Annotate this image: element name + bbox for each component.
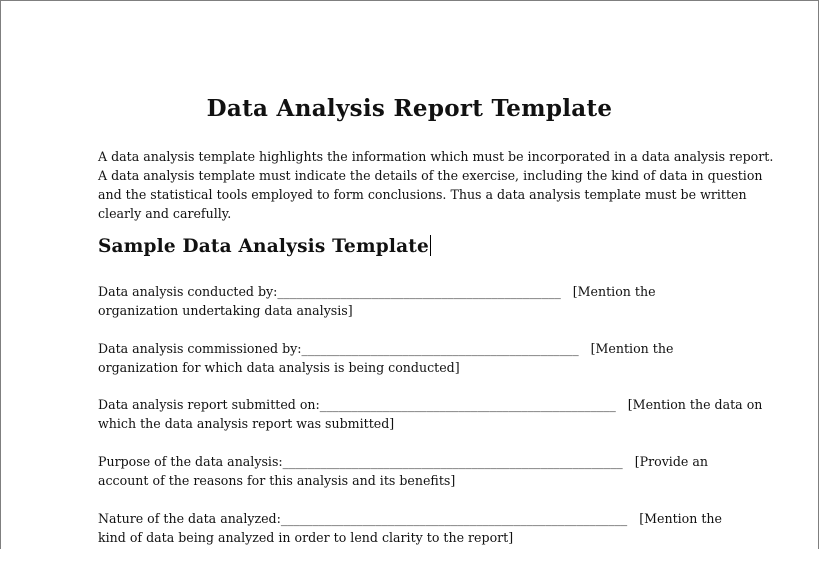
intro-line: and the statistical tools employed to form conclusions. Thus a data analysis template must be written xyxy=(98,187,747,202)
field-hint-continued: account of the reasons for this analysis and its benefits] xyxy=(98,473,456,488)
field-hint: [Mention the xyxy=(639,511,722,526)
section-heading-text: Sample Data Analysis Template xyxy=(98,236,430,257)
text-cursor xyxy=(430,235,431,256)
field-submitted-on[interactable] xyxy=(98,395,763,433)
field-blank[interactable]: _______________________________________________________ xyxy=(280,511,628,526)
field-label: Data analysis report submitted on: xyxy=(98,397,320,412)
document-title: Data Analysis Report Template xyxy=(206,95,613,122)
field-blank[interactable]: ______________________________________________________ xyxy=(282,454,623,469)
field-commissioned-by[interactable] xyxy=(98,339,758,377)
intro-paragraph xyxy=(98,147,774,223)
field-blank[interactable]: ____________________________________________ xyxy=(301,341,579,356)
field-label: Nature of the data analyzed: xyxy=(98,511,281,526)
field-hint-continued: which the data analysis report was submitted] xyxy=(98,416,395,431)
field-hint: [Mention the xyxy=(590,341,674,356)
field-hint: [Provide an xyxy=(634,454,708,469)
field-conducted-by[interactable] xyxy=(98,282,758,320)
intro-line: A data analysis template must indicate the details of the exercise, including the kind of data in question xyxy=(98,168,763,183)
field-purpose[interactable] xyxy=(98,452,758,490)
field-label: Data analysis conducted by: xyxy=(98,284,278,299)
field-hint-continued: organization for which data analysis is being conducted] xyxy=(98,360,460,375)
field-label: Purpose of the data analysis: xyxy=(98,454,283,469)
field-blank[interactable]: _______________________________________________ xyxy=(319,397,616,412)
section-heading[interactable] xyxy=(98,235,431,257)
field-hint: [Mention the xyxy=(572,284,656,299)
field-hint: [Mention the data on xyxy=(627,397,763,412)
field-hint-continued: kind of data being analyzed in order to lend clarity to the report] xyxy=(98,530,514,545)
field-label: Data analysis commissioned by: xyxy=(98,341,302,356)
intro-line: A data analysis template highlights the information which must be incorporated in a data analysis report. xyxy=(98,149,774,164)
field-nature[interactable] xyxy=(98,509,758,547)
field-hint-continued: organization undertaking data analysis] xyxy=(98,303,353,318)
intro-line: clearly and carefully. xyxy=(98,206,232,221)
field-blank[interactable]: _____________________________________________ xyxy=(277,284,561,299)
